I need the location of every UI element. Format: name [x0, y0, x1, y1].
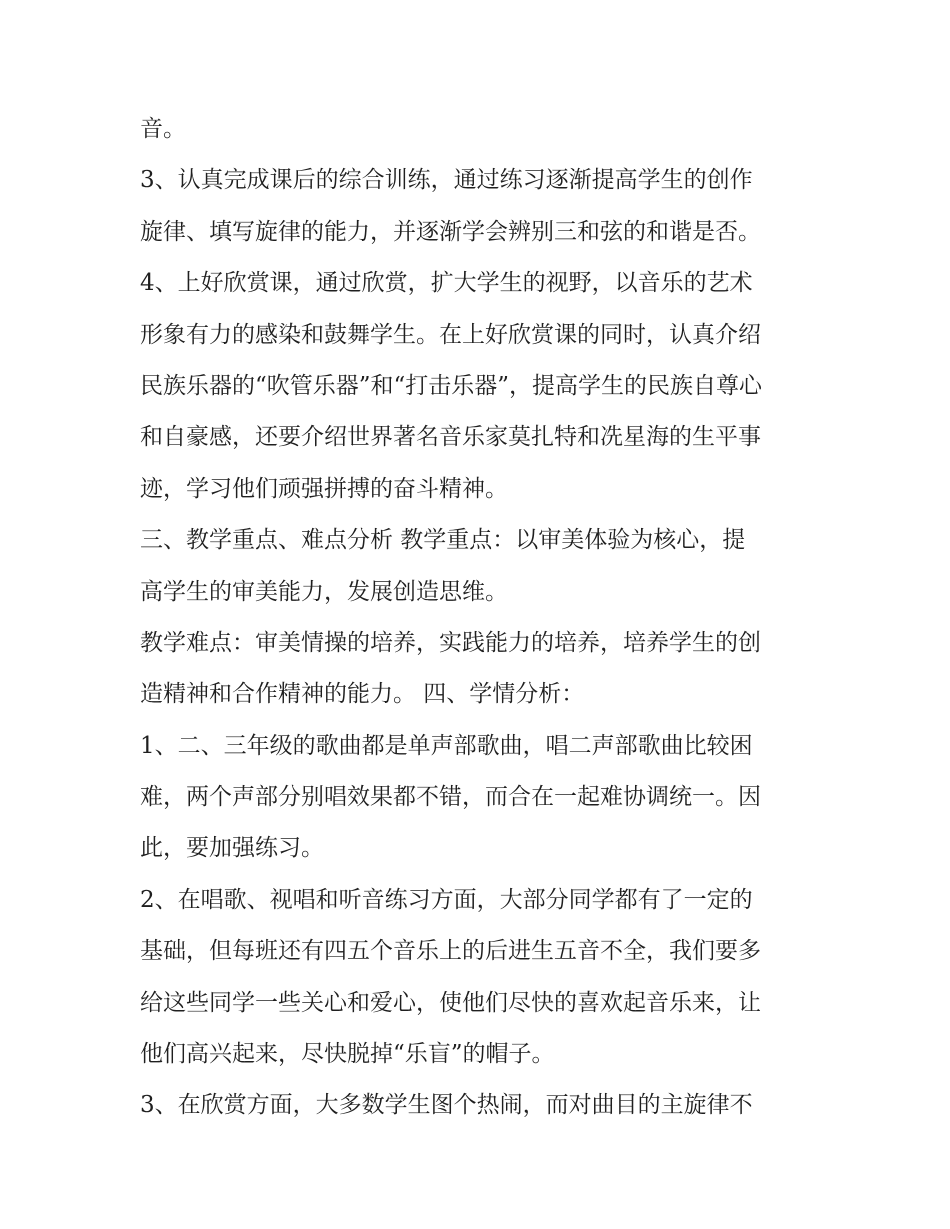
text-line: 他们高兴起来，尽快脱掉“乐盲”的帽子。: [140, 1041, 555, 1068]
text-line: 难，两个声部分别唱效果都不错，而合在一起难协调统一。因: [140, 784, 761, 811]
text-line: 给这些同学一些关心和爱心，使他们尽快的喜欢起音乐来，让: [140, 989, 761, 1016]
text-line: 三、教学重点、难点分析 教学重点：以审美体验为核心，提: [140, 527, 746, 554]
text-line: 高学生的审美能力，发展创造思维。: [140, 578, 508, 605]
text-line: 2、在唱歌、视唱和听音练习方面，大部分同学都有了一定的: [140, 886, 753, 913]
text-line: 造精神和合作精神的能力。 四、学情分析：: [140, 681, 585, 708]
text-line: 民族乐器的“吹管乐器”和“打击乐器”，提高学生的民族自尊心: [140, 372, 763, 399]
text-line: 3、在欣赏方面，大多数学生图个热闹，而对曲目的主旋律不: [140, 1092, 753, 1119]
text-line: 4、上好欣赏课，通过欣赏，扩大学生的视野，以音乐的艺术: [140, 270, 753, 297]
text-line: 旋律、填写旋律的能力，并逐渐学会辨别三和弦的和谐是否。: [140, 218, 761, 245]
text-line: 迹，学习他们顽强拼搏的奋斗精神。: [140, 475, 508, 502]
text-line: 和自豪感，还要介绍世界著名音乐家莫扎特和冼星海的生平事: [140, 424, 761, 451]
text-line: 教学难点：审美情操的培养，实践能力的培养，培养学生的创: [140, 629, 761, 656]
text-line: 此，要加强练习。: [140, 835, 324, 862]
text-line: 1、二、三年级的歌曲都是单声部歌曲，唱二声部歌曲比较困: [140, 732, 753, 759]
text-line: 3、认真完成课后的综合训练，通过练习逐渐提高学生的创作: [140, 167, 753, 194]
text-line: 形象有力的感染和鼓舞学生。在上好欣赏课的同时，认真介绍: [140, 321, 761, 348]
text-line: 基础，但每班还有四五个音乐上的后进生五音不全，我们要多: [140, 938, 761, 965]
text-line: 音。: [140, 116, 186, 142]
document-body: [140, 104, 820, 1132]
